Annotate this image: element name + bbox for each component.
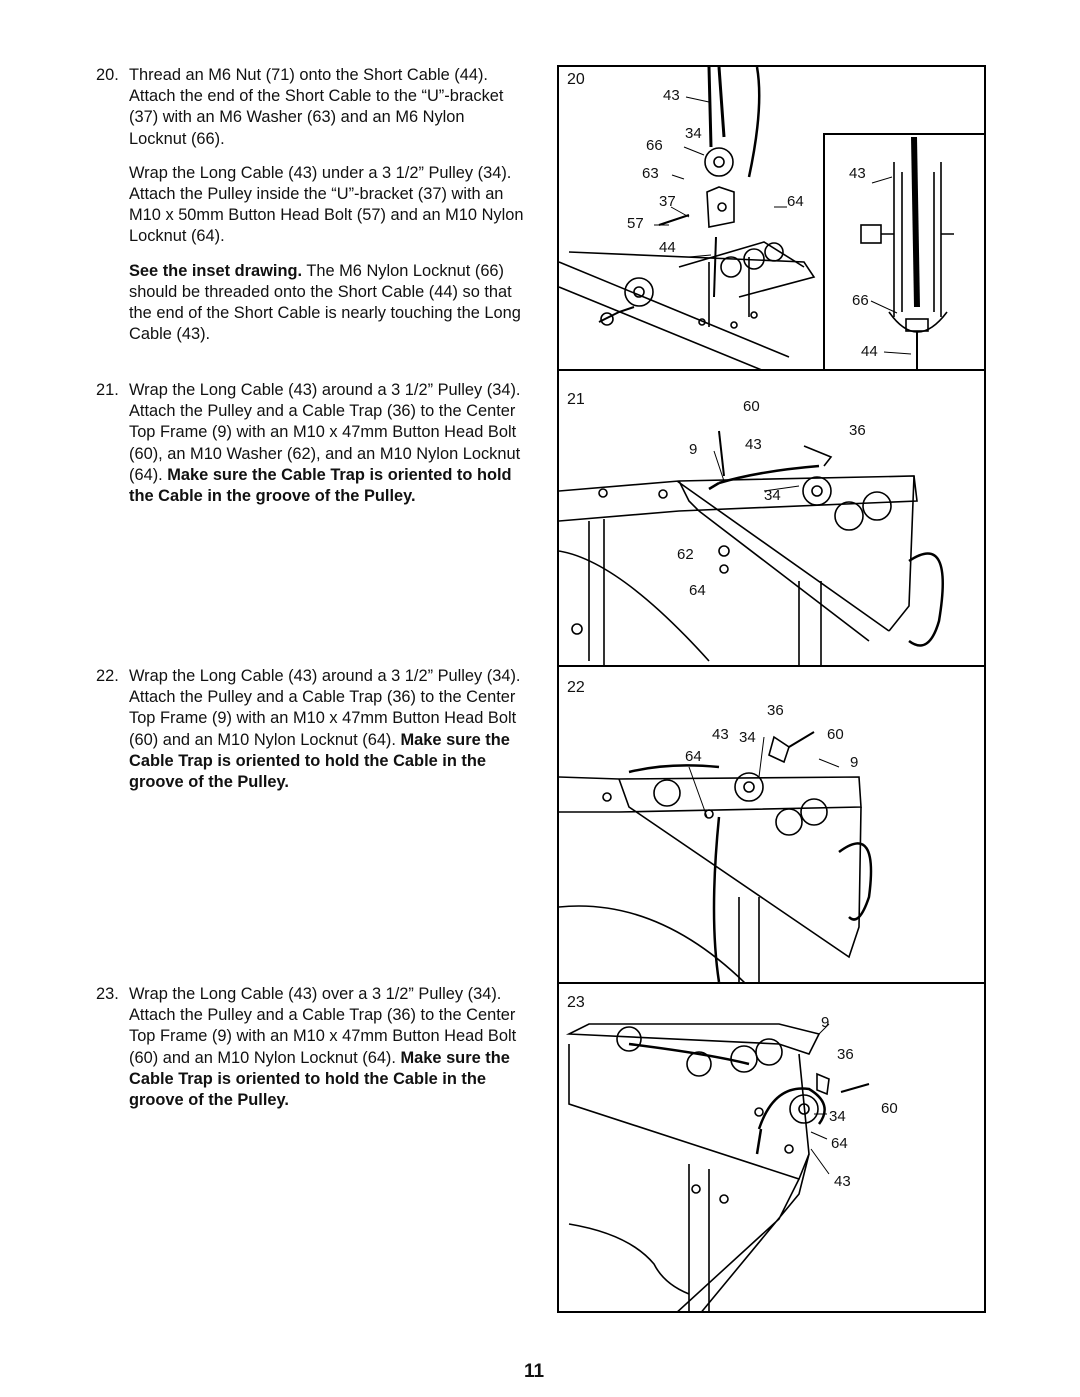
- callout-36: 36: [849, 422, 866, 439]
- step-20: [96, 65, 526, 345]
- step-22: [96, 666, 526, 793]
- step-paragraph: [129, 380, 526, 507]
- bold-text: Make sure the Cable Trap is oriented to hold the Cable in the groove of the Pulley.: [129, 1048, 510, 1110]
- step-number: 21.: [96, 381, 119, 399]
- callout-64: 64: [787, 193, 804, 210]
- assembly-drawing-20: [559, 67, 986, 371]
- callout-9: 9: [850, 754, 859, 771]
- callout-43: 43: [745, 436, 762, 453]
- callout-34: 34: [685, 125, 702, 142]
- callout-36: 36: [837, 1046, 854, 1063]
- callout-34: 34: [739, 729, 756, 746]
- callout-43: 43: [712, 726, 729, 743]
- callout-43: 43: [663, 87, 680, 104]
- assembly-drawing-21: [559, 371, 986, 667]
- step-body: [129, 65, 526, 345]
- step-paragraph: [129, 65, 526, 150]
- callout-60: 60: [881, 1100, 898, 1117]
- figure-number: 21: [567, 391, 585, 408]
- step-number: 23.: [96, 985, 119, 1003]
- bold-text: See the inset drawing.: [129, 261, 303, 280]
- inset-callout-44: 44: [861, 343, 878, 360]
- step-paragraph: [129, 984, 526, 1111]
- callout-36: 36: [767, 702, 784, 719]
- step-body: [129, 380, 526, 507]
- page-number: 11: [524, 1361, 545, 1382]
- text: The M6 Nylon Locknut (66) should be threaded onto the Short Cable (44) so that the end of the Short Cable is nearly touching the Long Cable (43).: [129, 261, 521, 344]
- step-number: 22.: [96, 667, 119, 685]
- bold-text: Make sure the Cable Trap is oriented to hold the Cable in the groove of the Pulley.: [129, 465, 512, 506]
- callout-60: 60: [827, 726, 844, 743]
- step-body: [129, 666, 526, 793]
- callout-64: 64: [685, 748, 702, 765]
- assembly-drawing-23: [559, 984, 986, 1313]
- callout-9: 9: [821, 1014, 830, 1031]
- text: Wrap the Long Cable (43) over a 3 1/2” Pulley (34). Attach the Pulley and a Cable Trap (36) to the Center Top Frame (9) with an M10 x 47mm Button Head Bolt (60) and an M10 Nylon Locknut (64).: [129, 985, 517, 1067]
- figure-panel-23: [557, 982, 986, 1313]
- step-body: [129, 984, 526, 1111]
- callout-37: 37: [659, 193, 676, 210]
- callout-57: 57: [627, 215, 644, 232]
- figure-number: 22: [567, 679, 585, 696]
- step-23: [96, 984, 526, 1111]
- callout-43: 43: [834, 1173, 851, 1190]
- callout-60: 60: [743, 398, 760, 415]
- figure-panel-20: [557, 65, 986, 371]
- callout-34: 34: [764, 487, 781, 504]
- text: Wrap the Long Cable (43) around a 3 1/2” Pulley (34). Attach the Pulley and a Cable Trap (36) to the Center Top Frame (9) with an M10 x 47mm Button Head Bolt (60), an M10 Washer (62), and an M10 Nylon Locknut (64).: [129, 381, 521, 484]
- figure-number: 20: [567, 71, 585, 88]
- callout-66: 66: [646, 137, 663, 154]
- step-paragraph: [129, 261, 526, 346]
- figure-panel-21: [557, 369, 986, 667]
- callout-44: 44: [659, 239, 676, 256]
- callout-9: 9: [689, 441, 698, 458]
- callout-62: 62: [677, 546, 694, 563]
- step-21: [96, 380, 526, 507]
- callout-64: 64: [831, 1135, 848, 1152]
- text: Thread an M6 Nut (71) onto the Short Cable (44). Attach the end of the Short Cable to the “U”-bracket (37) with an M6 Washer (63) and an M6 Nylon Locknut (66).: [129, 66, 504, 148]
- text: Wrap the Long Cable (43) under a 3 1/2” Pulley (34). Attach the Pulley inside the “U”-bracket (37) with an M10 x 50mm Button Head Bolt (57) and an M10 Nylon Locknut (64).: [129, 163, 524, 246]
- inset-callout-66: 66: [852, 292, 869, 309]
- callout-63: 63: [642, 165, 659, 182]
- text: Wrap the Long Cable (43) around a 3 1/2” Pulley (34). Attach the Pulley and a Cable Trap (36) to the Center Top Frame (9) with an M10 x 47mm Button Head Bolt (60) and an M10 Nylon Locknut (64).: [129, 667, 521, 749]
- callout-64: 64: [689, 582, 706, 599]
- figure-panel-22: [557, 665, 986, 985]
- step-paragraph: [129, 666, 526, 793]
- inset-callout-43: 43: [849, 165, 866, 182]
- figure-number: 23: [567, 994, 585, 1011]
- callout-34: 34: [829, 1108, 846, 1125]
- step-paragraph: [129, 163, 526, 248]
- bold-text: Make sure the Cable Trap is oriented to hold the Cable in the groove of the Pulley.: [129, 730, 510, 792]
- step-number: 20.: [96, 66, 119, 84]
